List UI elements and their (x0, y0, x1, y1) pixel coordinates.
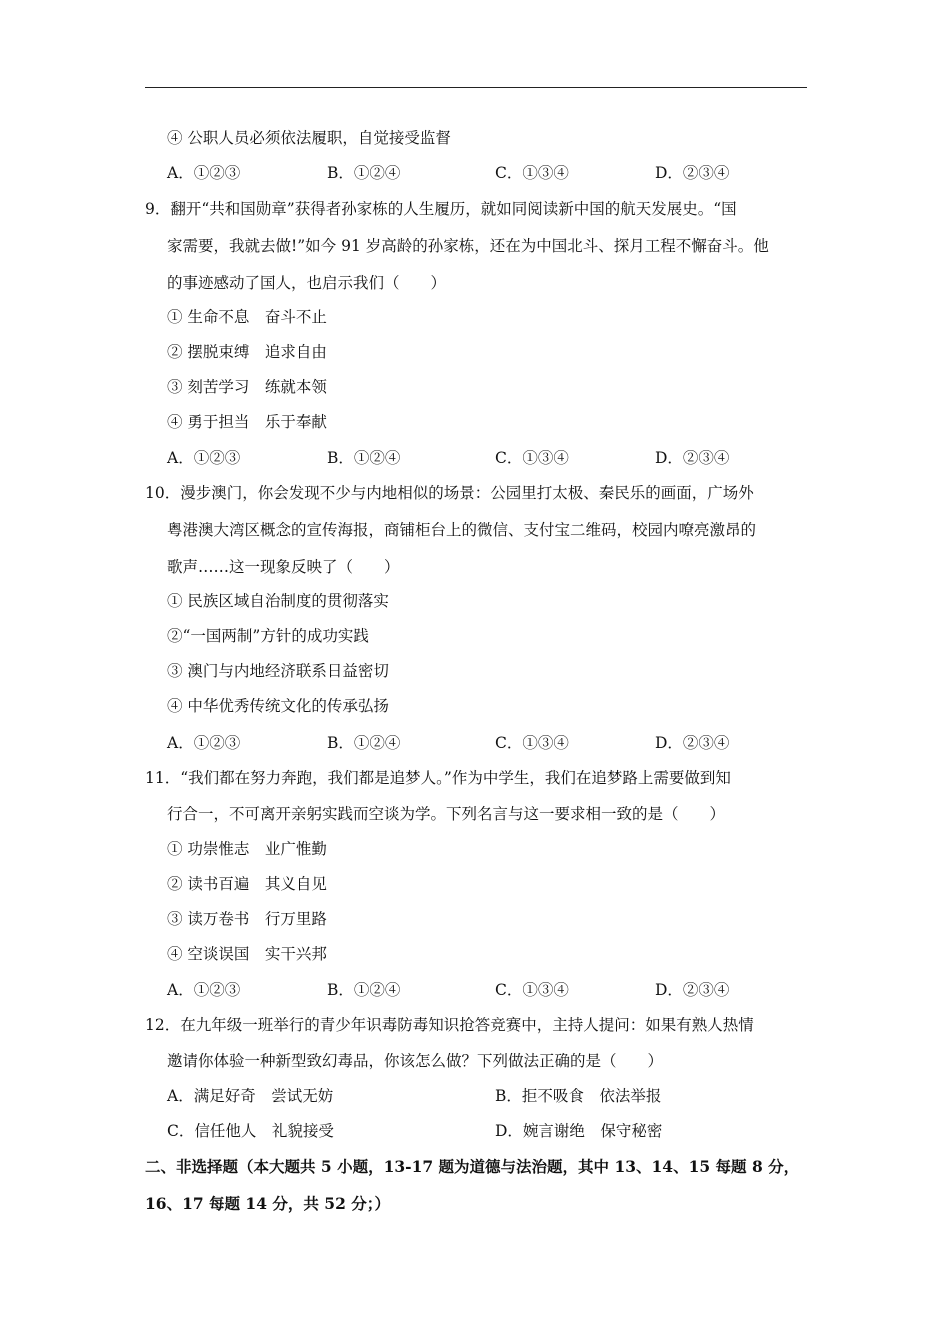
q9-choice-a: A．①②③ (167, 449, 241, 467)
q9-statement-2: ② 摆脱束缚 追求自由 (167, 343, 327, 361)
q8-choice-d: D．②③④ (655, 164, 730, 182)
q12-choice-d: D．婉言谢绝 保守秘密 (495, 1122, 663, 1140)
q12-choice-b: B．拒不吸食 依法举报 (495, 1087, 662, 1105)
q12-choice-a: A．满足好奇 尝试无妨 (167, 1087, 334, 1105)
q11-line-1: 11．“我们都在努力奔跑，我们都是追梦人。”作为中学生，我们在追梦路上需要做到知 (145, 769, 731, 787)
q11-statement-4: ④ 空谈误国 实干兴邦 (167, 945, 327, 963)
q11-choice-d: D．②③④ (655, 981, 730, 999)
q12-line-2: 邀请你体验一种新型致幻毒品，你该怎么做？下列做法正确的是（ ） (167, 1052, 664, 1070)
q10-line-1: 10．漫步澳门，你会发现不少与内地相似的场景：公园里打太极、秦民乐的画面，广场外 (145, 484, 754, 502)
q9-statement-4: ④ 勇于担当 乐于奉献 (167, 413, 327, 431)
q11-choice-a: A．①②③ (167, 981, 241, 999)
q10-statement-3: ③ 澳门与内地经济联系日益密切 (167, 662, 389, 680)
q8-statement-4: ④ 公职人员必须依法履职，自觉接受监督 (167, 129, 451, 147)
q11-statement-2: ② 读书百遍 其义自见 (167, 875, 327, 893)
q9-line-1: 9．翻开“共和国勋章”获得者孙家栋的人生履历，就如同阅读新中国的航天发展史。“国 (145, 200, 737, 218)
q9-choice-c: C．①③④ (495, 449, 569, 467)
q8-choice-b: B．①②④ (327, 164, 401, 182)
q9-statement-3: ③ 刻苦学习 练就本领 (167, 378, 327, 396)
q11-statement-1: ① 功崇惟志 业广惟勤 (167, 840, 327, 858)
section2-heading-line-2: 16、17 每题 14 分，共 52 分；） (145, 1194, 391, 1213)
q9-choice-b: B．①②④ (327, 449, 401, 467)
header-rule (145, 87, 807, 88)
q9-statement-1: ① 生命不息 奋斗不止 (167, 308, 327, 326)
q11-line-2: 行合一，不可离开亲躬实践而空谈为学。下列名言与这一要求相一致的是（ ） (167, 805, 726, 823)
q10-choice-a: A．①②③ (167, 734, 241, 752)
section2-heading-line-1: 二、非选择题（本大题共 5 小题，13-17 题为道德与法治题，其中 13、14、15 每题 8 分， (145, 1157, 800, 1176)
q10-choice-b: B．①②④ (327, 734, 401, 752)
q10-line-2: 粤港澳大湾区概念的宣传海报，商铺柜台上的微信、支付宝二维码，校园内嘹亮激昂的 (167, 521, 757, 539)
q10-statement-2: ②“一国两制”方针的成功实践 (167, 627, 369, 645)
q12-choice-c: C．信任他人 礼貌接受 (167, 1122, 334, 1140)
q9-line-2: 家需要，我就去做!”如今 91 岁高龄的孙家栋，还在为中国北斗、探月工程不懈奋斗。他 (167, 237, 769, 255)
q10-line-3: 歌声……这一现象反映了（ ） (167, 558, 400, 576)
q11-choice-b: B．①②④ (327, 981, 401, 999)
q10-statement-4: ④ 中华优秀传统文化的传承弘扬 (167, 697, 389, 715)
q12-line-1: 12．在九年级一班举行的青少年识毒防毒知识抢答竞赛中，主持人提问：如果有熟人热情 (145, 1016, 754, 1034)
q10-choice-c: C．①③④ (495, 734, 569, 752)
q10-choice-d: D．②③④ (655, 734, 730, 752)
q8-choice-a: A．①②③ (167, 164, 241, 182)
q10-statement-1: ① 民族区域自治制度的贯彻落实 (167, 592, 389, 610)
q9-line-3: 的事迹感动了国人，也启示我们（ ） (167, 274, 447, 292)
q11-choice-c: C．①③④ (495, 981, 569, 999)
q9-choice-d: D．②③④ (655, 449, 730, 467)
q8-choice-c: C．①③④ (495, 164, 569, 182)
q11-statement-3: ③ 读万卷书 行万里路 (167, 910, 327, 928)
